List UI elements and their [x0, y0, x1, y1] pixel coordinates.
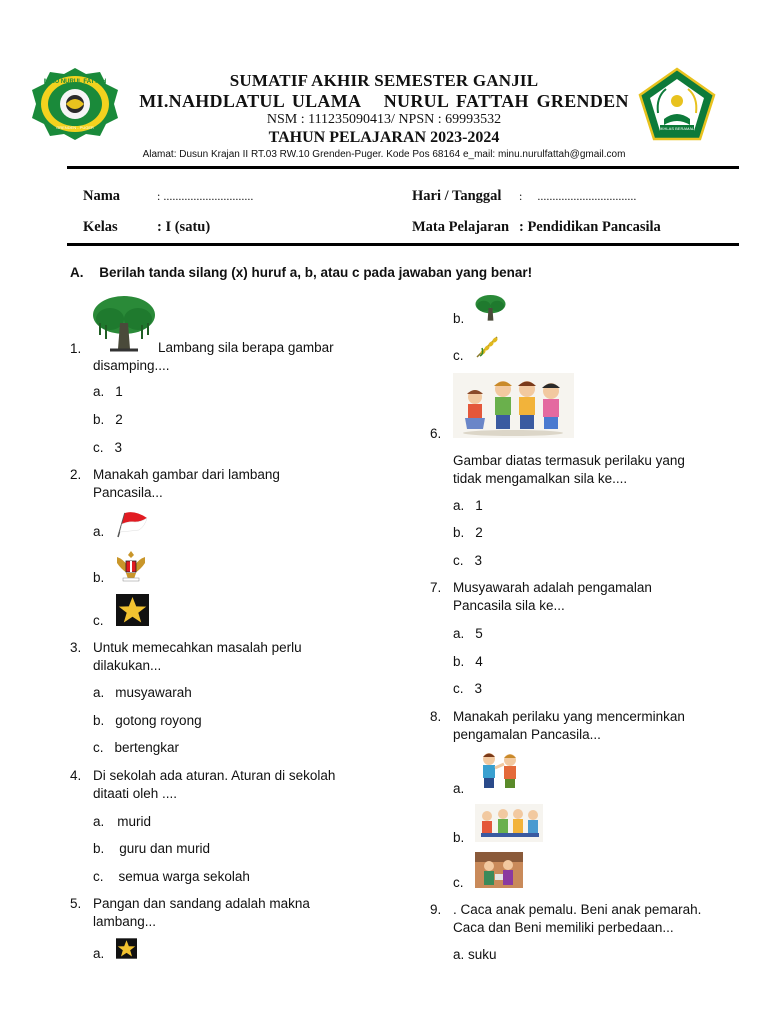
- q6-option-a[interactable]: a. 1: [453, 498, 483, 513]
- section-a-marker: A.: [70, 265, 84, 280]
- exam-title: SUMATIF AKHIR SEMESTER GANJIL: [229, 71, 539, 90]
- q4-option-a[interactable]: a. murid: [93, 814, 152, 829]
- svg-text:MINU NURUL FATTAH: MINU NURUL FATTAH: [43, 79, 107, 85]
- star-icon: [116, 938, 137, 959]
- q7-text-cont: Pancasila sila ke...: [453, 598, 565, 613]
- indonesian-flag-icon: [115, 510, 149, 538]
- q9-text-cont: Caca dan Beni memiliki perbedaan...: [453, 920, 674, 935]
- q2-number: 2.: [70, 467, 82, 482]
- q2-option-c[interactable]: c.: [93, 613, 104, 628]
- mapel-value: : Pendidikan Pancasila: [519, 219, 661, 235]
- rice-cotton-icon: [474, 334, 500, 360]
- q7-number: 7.: [430, 580, 442, 595]
- mapel-label: Mata Pelajaran: [412, 219, 510, 235]
- star-icon: [116, 594, 149, 626]
- q4-option-b[interactable]: b. guru dan murid: [93, 841, 211, 856]
- section-a-instruction: [70, 265, 532, 280]
- nama-label: Nama: [83, 188, 121, 204]
- q7-text: Musyawarah adalah pengamalan: [453, 580, 652, 595]
- q8-option-a[interactable]: a.: [453, 781, 465, 796]
- q9-text: . Caca anak pemalu. Beni anak pemarah.: [453, 902, 702, 917]
- q5-number: 5.: [70, 896, 82, 911]
- q8-text: Manakah perilaku yang mencerminkan: [453, 709, 685, 724]
- q2-option-a[interactable]: a.: [93, 524, 105, 539]
- q8-option-b[interactable]: b.: [453, 830, 465, 845]
- header-divider: [67, 166, 739, 169]
- children-fighting-icon: [474, 750, 526, 792]
- q4-text-cont: ditaati oleh ....: [93, 786, 178, 801]
- q8-text-cont: pengamalan Pancasila...: [453, 727, 601, 742]
- nama-field[interactable]: : ..............................: [157, 189, 254, 203]
- q3-text-cont: dilakukan...: [93, 658, 162, 673]
- children-group-icon: [453, 373, 574, 438]
- q7-option-b[interactable]: b. 4: [453, 654, 483, 669]
- q6-number: 6.: [430, 426, 442, 441]
- q6-option-c[interactable]: c. 3: [453, 553, 483, 568]
- q3-option-c[interactable]: c. bertengkar: [93, 740, 180, 755]
- q1-option-b[interactable]: b. 2: [93, 412, 123, 427]
- school-address: Alamat: Dusun Krajan II RT.03 RW.10 Grenden-Puger. Kode Pos 68164 e_mail: minu.nurulfattah@gmail.com: [142, 149, 626, 160]
- q3-option-a[interactable]: a. musyawarah: [93, 685, 192, 700]
- section-a-text: Berilah tanda silang (x) huruf a, b, atau c pada jawaban yang benar!: [99, 265, 533, 280]
- q5-option-a[interactable]: a.: [93, 946, 105, 961]
- kelas-value: : I (satu): [157, 219, 211, 235]
- children-playing-icon: [475, 852, 523, 888]
- q4-number: 4.: [70, 768, 82, 783]
- q1-text-cont: disamping....: [93, 358, 170, 373]
- q1-option-a[interactable]: a. 1: [93, 384, 123, 399]
- q8-number: 8.: [430, 709, 442, 724]
- hari-label: Hari / Tanggal: [412, 188, 502, 204]
- q4-option-c[interactable]: c. semua warga sekolah: [93, 869, 250, 884]
- kelas-label: Kelas: [83, 219, 118, 235]
- q2-text-cont: Pancasila...: [93, 485, 163, 500]
- q6-option-b[interactable]: b. 2: [453, 525, 483, 540]
- q3-text: Untuk memecahkan masalah perlu: [93, 640, 302, 655]
- hari-field[interactable]: : .................................: [519, 189, 637, 203]
- q6-text-cont: tidak mengamalkan sila ke....: [453, 471, 628, 486]
- academic-year: TAHUN PELAJARAN 2023-2024: [268, 129, 500, 146]
- svg-text:GRENDEN - PUGER: GRENDEN - PUGER: [56, 125, 94, 130]
- identity-divider: [67, 243, 739, 246]
- school-name: MI.NAHDLATUL ULAMA NURUL FATTAH GRENDEN: [139, 91, 629, 111]
- q2-text: Manakah gambar dari lambang: [93, 467, 280, 482]
- school-id-numbers: NSM : 111235090413/ NPSN : 69993532: [266, 112, 502, 127]
- svg-text:IKHLAS BERAMAL: IKHLAS BERAMAL: [659, 126, 695, 131]
- q2-option-b[interactable]: b.: [93, 570, 105, 585]
- q8-option-c[interactable]: c.: [453, 875, 464, 890]
- banyan-tree-icon: [92, 295, 156, 353]
- q1-option-c[interactable]: c. 3: [93, 440, 123, 455]
- q3-option-b[interactable]: b. gotong royong: [93, 713, 202, 728]
- q1-text: Lambang sila berapa gambar: [158, 340, 334, 355]
- q6-text: Gambar diatas termasuk perilaku yang: [453, 453, 685, 468]
- q5-option-c[interactable]: c.: [453, 348, 464, 363]
- q9-number: 9.: [430, 902, 442, 917]
- banyan-tree-icon: [475, 294, 506, 323]
- q3-number: 3.: [70, 640, 82, 655]
- q9-option-a[interactable]: a. suku: [453, 947, 497, 962]
- q5-text: Pangan dan sandang adalah makna: [93, 896, 310, 911]
- q7-option-a[interactable]: a. 5: [453, 626, 483, 641]
- children-helping-icon: [475, 804, 543, 842]
- q4-text: Di sekolah ada aturan. Aturan di sekolah: [93, 768, 336, 783]
- q7-option-c[interactable]: c. 3: [453, 681, 483, 696]
- q1-number: 1.: [70, 341, 82, 356]
- q5-option-b[interactable]: b.: [453, 311, 465, 326]
- garuda-pancasila-icon: [115, 549, 147, 583]
- q5-text-cont: lambang...: [93, 914, 157, 929]
